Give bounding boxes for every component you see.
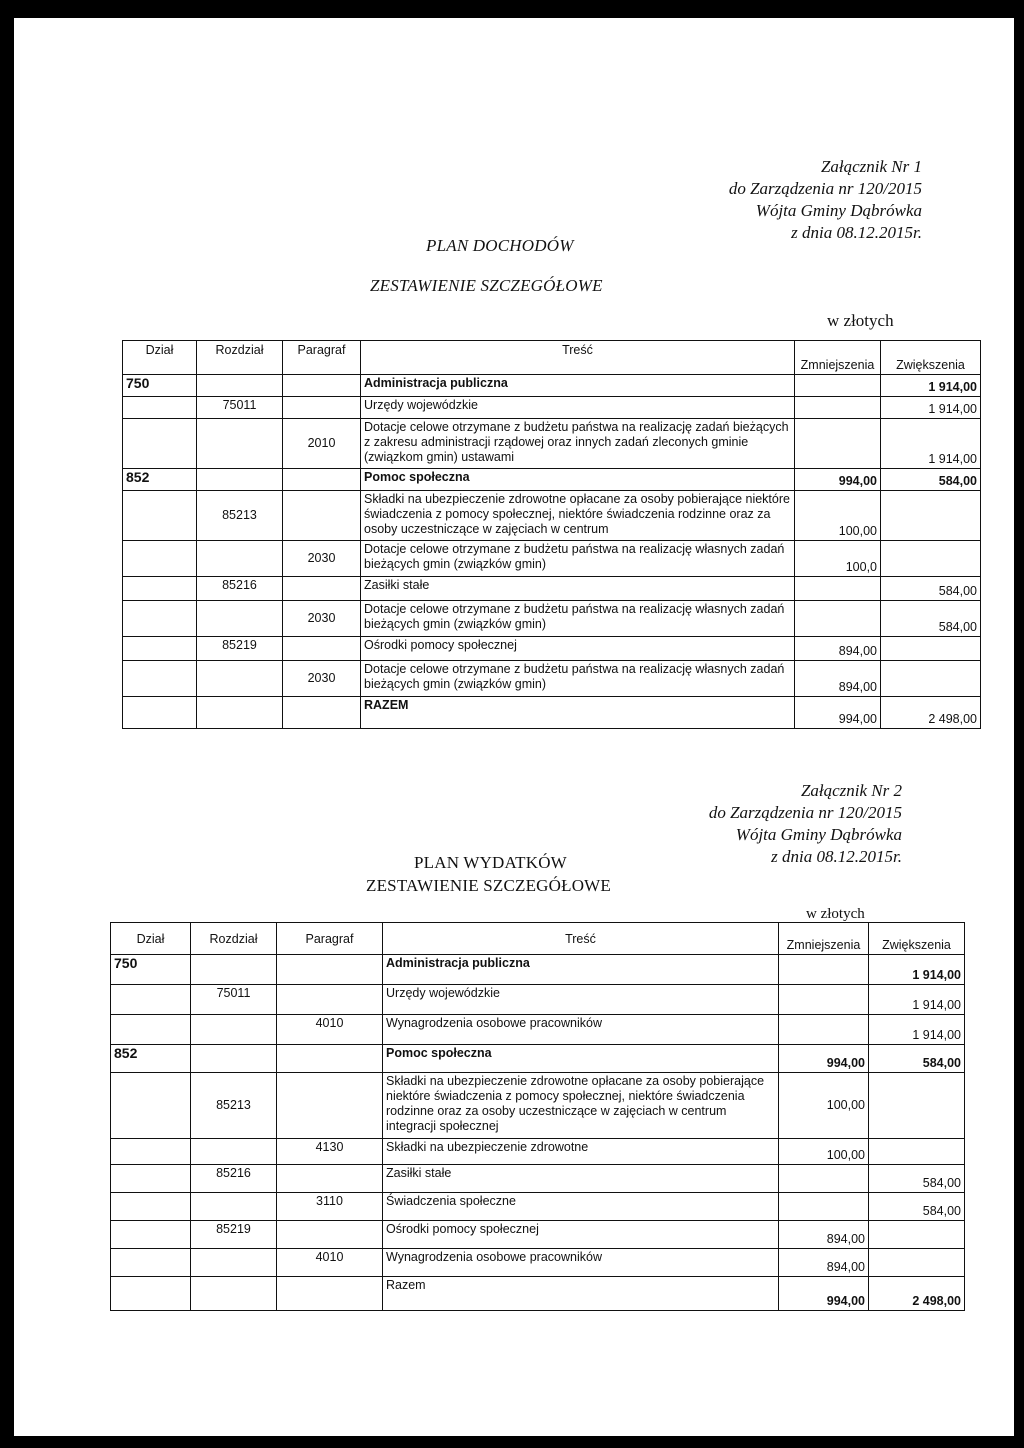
expense-table: [110, 922, 965, 1311]
table-row: [123, 637, 981, 661]
expense-col-paragraf: Paragraf: [277, 923, 383, 955]
expense-header-row: [111, 923, 965, 955]
expense-col-zmniejszenia: Zmniejszenia: [779, 923, 869, 955]
cell-zwiekszenia: 2 498,00: [869, 1277, 965, 1311]
cell-zmniejszenia: 894,00: [779, 1249, 869, 1277]
cell-paragraf: [283, 375, 361, 397]
cell-tresc: Pomoc społeczna: [383, 1045, 779, 1073]
cell-rozdzial: [191, 1139, 277, 1165]
cell-zwiekszenia: [869, 1139, 965, 1165]
table-row: [111, 1249, 965, 1277]
cell-zmniejszenia: 894,00: [779, 1221, 869, 1249]
income-header-row: [123, 341, 981, 375]
cell-rozdzial: [197, 469, 283, 491]
cell-zwiekszenia: [881, 541, 981, 577]
cell-dzial: [123, 637, 197, 661]
cell-paragraf: [277, 1073, 383, 1139]
cell-zmniejszenia: [779, 1015, 869, 1045]
table-row: [123, 397, 981, 419]
income-col-zwiekszenia: Zwiększenia: [881, 341, 981, 375]
cell-paragraf: [277, 985, 383, 1015]
cell-paragraf: [277, 1045, 383, 1073]
cell-dzial: [111, 985, 191, 1015]
expense-subtitle: ZESTAWIENIE SZCZEGÓŁOWE: [366, 876, 612, 895]
income-col-zmniejszenia: Zmniejszenia: [795, 341, 881, 375]
cell-tresc: Wynagrodzenia osobowe pracowników: [383, 1249, 779, 1277]
cell-paragraf: [283, 491, 361, 541]
cell-zmniejszenia: 894,00: [795, 661, 881, 697]
attachment-1-title: Załącznik Nr 1: [820, 157, 922, 176]
cell-zwiekszenia: 1 914,00: [881, 397, 981, 419]
cell-rozdzial: 85216: [191, 1165, 277, 1193]
attachment-2-line3: Wójta Gminy Dąbrówka: [735, 825, 902, 844]
table-row: [111, 985, 965, 1015]
cell-zwiekszenia: [881, 637, 981, 661]
cell-paragraf: 2010: [283, 419, 361, 469]
cell-dzial: 852: [111, 1045, 191, 1073]
income-col-rozdzial: Rozdział: [197, 341, 283, 375]
cell-dzial: [111, 1193, 191, 1221]
expense-unit: w złotych: [806, 906, 865, 922]
cell-tresc: Wynagrodzenia osobowe pracowników: [383, 1015, 779, 1045]
cell-zwiekszenia: 584,00: [869, 1193, 965, 1221]
table-row-total: [123, 697, 981, 729]
cell-zwiekszenia: 584,00: [869, 1045, 965, 1073]
cell-rozdzial: [197, 419, 283, 469]
cell-rozdzial: [191, 1045, 277, 1073]
expense-col-zwiekszenia: Zwiększenia: [869, 923, 965, 955]
cell-rozdzial: [197, 541, 283, 577]
cell-dzial: [123, 661, 197, 697]
cell-tresc: Urzędy wojewódzkie: [361, 397, 795, 419]
cell-zwiekszenia: 584,00: [881, 469, 981, 491]
cell-dzial: 750: [123, 375, 197, 397]
cell-rozdzial: [191, 1249, 277, 1277]
cell-zmniejszenia: 994,00: [779, 1277, 869, 1311]
cell-paragraf: 3110: [277, 1193, 383, 1221]
table-row-total: [111, 1277, 965, 1311]
income-table: [122, 340, 981, 729]
cell-zwiekszenia: 584,00: [881, 601, 981, 637]
cell-tresc: Dotacje celowe otrzymane z budżetu państwa na realizację własnych zadań bieżących gmin (związków gmin): [361, 601, 795, 637]
cell-rozdzial: [191, 955, 277, 985]
table-row: [111, 1045, 965, 1073]
cell-zmniejszenia: [779, 955, 869, 985]
expense-col-rozdzial: Rozdział: [191, 923, 277, 955]
table-row: [123, 601, 981, 637]
cell-paragraf: [283, 469, 361, 491]
cell-paragraf: [283, 637, 361, 661]
cell-paragraf: [277, 1277, 383, 1311]
income-col-tresc: Treść: [361, 341, 795, 375]
table-row: [111, 1165, 965, 1193]
cell-rozdzial: [197, 661, 283, 697]
table-row: [123, 419, 981, 469]
cell-paragraf: 4010: [277, 1015, 383, 1045]
cell-dzial: [123, 419, 197, 469]
cell-tresc: Pomoc społeczna: [361, 469, 795, 491]
cell-tresc: Składki na ubezpieczenie zdrowotne opłacane za osoby pobierające niektóre świadczenia z pomocy społecznej, niektóre świadczenia rodzinne oraz za osoby uczestniczące w zajęciach w centrum: [361, 491, 795, 541]
cell-dzial: [111, 1249, 191, 1277]
cell-zmniejszenia: 994,00: [795, 697, 881, 729]
cell-paragraf: [283, 397, 361, 419]
table-row: [111, 955, 965, 985]
cell-zmniejszenia: [795, 375, 881, 397]
cell-dzial: [111, 1139, 191, 1165]
cell-zwiekszenia: [869, 1073, 965, 1139]
cell-paragraf: [277, 1165, 383, 1193]
cell-rozdzial: 85213: [197, 491, 283, 541]
cell-zmniejszenia: 100,0: [795, 541, 881, 577]
cell-dzial: [111, 1073, 191, 1139]
cell-zmniejszenia: [795, 577, 881, 601]
cell-zmniejszenia: 100,00: [779, 1139, 869, 1165]
cell-rozdzial: 75011: [197, 397, 283, 419]
cell-paragraf: 2030: [283, 601, 361, 637]
cell-zmniejszenia: [795, 397, 881, 419]
cell-tresc: Ośrodki pomocy społecznej: [361, 637, 795, 661]
cell-tresc: Dotacje celowe otrzymane z budżetu państwa na realizację zadań bieżących z zakresu administracji rządowej oraz innych zadań zleconych gminie (związkom gmin) ustawami: [361, 419, 795, 469]
cell-tresc: Dotacje celowe otrzymane z budżetu państwa na realizację własnych zadań bieżących gmin (związków gmin): [361, 541, 795, 577]
income-col-dzial: Dział: [123, 341, 197, 375]
cell-zwiekszenia: 1 914,00: [881, 375, 981, 397]
cell-zmniejszenia: 100,00: [779, 1073, 869, 1139]
cell-paragraf: [283, 577, 361, 601]
cell-dzial: 750: [111, 955, 191, 985]
cell-rozdzial: 85219: [191, 1221, 277, 1249]
cell-zmniejszenia: 894,00: [795, 637, 881, 661]
cell-tresc: Składki na ubezpieczenie zdrowotne opłacane za osoby pobierające niektóre świadczenia z pomocy społecznej, niektóre świadczenia rodzinne oraz za osoby uczestniczące w zajęciach w centrum integracji społecznej: [383, 1073, 779, 1139]
cell-zmniejszenia: [779, 1193, 869, 1221]
cell-tresc: Ośrodki pomocy społecznej: [383, 1221, 779, 1249]
cell-zmniejszenia: 100,00: [795, 491, 881, 541]
cell-paragraf: 2030: [283, 541, 361, 577]
cell-paragraf: [283, 697, 361, 729]
table-row: [111, 1139, 965, 1165]
cell-dzial: [111, 1165, 191, 1193]
cell-tresc: Zasiłki stałe: [361, 577, 795, 601]
attachment-2-line4: z dnia 08.12.2015r.: [771, 847, 902, 866]
expense-col-tresc: Treść: [383, 923, 779, 955]
income-title: PLAN DOCHODÓW: [426, 236, 574, 255]
cell-rozdzial: [197, 697, 283, 729]
table-row: [123, 469, 981, 491]
cell-rozdzial: [191, 1193, 277, 1221]
cell-zmniejszenia: 994,00: [795, 469, 881, 491]
table-row: [123, 577, 981, 601]
cell-dzial: [111, 1221, 191, 1249]
cell-zwiekszenia: 2 498,00: [881, 697, 981, 729]
attachment-1-header: [729, 156, 922, 244]
cell-dzial: 852: [123, 469, 197, 491]
cell-dzial: [123, 601, 197, 637]
cell-zwiekszenia: [869, 1221, 965, 1249]
cell-rozdzial: [191, 1277, 277, 1311]
cell-tresc: Urzędy wojewódzkie: [383, 985, 779, 1015]
income-col-paragraf: Paragraf: [283, 341, 361, 375]
attachment-2-title: Załącznik Nr 2: [800, 781, 902, 800]
cell-paragraf: [277, 955, 383, 985]
cell-paragraf: 4010: [277, 1249, 383, 1277]
cell-zwiekszenia: 1 914,00: [869, 985, 965, 1015]
cell-zwiekszenia: [881, 491, 981, 541]
income-unit: w złotych: [827, 311, 894, 330]
attachment-1-line3: Wójta Gminy Dąbrówka: [755, 201, 922, 220]
attachment-1-line2: do Zarządzenia nr 120/2015: [728, 179, 922, 198]
cell-zwiekszenia: 1 914,00: [869, 955, 965, 985]
cell-rozdzial: 75011: [191, 985, 277, 1015]
cell-zmniejszenia: [779, 1165, 869, 1193]
cell-rozdzial: [197, 601, 283, 637]
cell-zwiekszenia: [881, 661, 981, 697]
cell-zwiekszenia: [869, 1249, 965, 1277]
cell-zmniejszenia: [795, 419, 881, 469]
cell-tresc: Dotacje celowe otrzymane z budżetu państwa na realizację własnych zadań bieżących gmin (związków gmin): [361, 661, 795, 697]
cell-paragraf: 2030: [283, 661, 361, 697]
expense-title: PLAN WYDATKÓW: [414, 853, 567, 872]
cell-dzial: [123, 697, 197, 729]
table-row: [123, 375, 981, 397]
cell-paragraf: [277, 1221, 383, 1249]
cell-tresc: Świadczenia społeczne: [383, 1193, 779, 1221]
cell-tresc: RAZEM: [361, 697, 795, 729]
table-row: [111, 1193, 965, 1221]
cell-zwiekszenia: 1 914,00: [881, 419, 981, 469]
cell-tresc: Administracja publiczna: [383, 955, 779, 985]
cell-tresc: Zasiłki stałe: [383, 1165, 779, 1193]
attachment-2-line2: do Zarządzenia nr 120/2015: [708, 803, 902, 822]
cell-rozdzial: [197, 375, 283, 397]
table-row: [123, 661, 981, 697]
cell-zmniejszenia: [795, 601, 881, 637]
cell-paragraf: 4130: [277, 1139, 383, 1165]
cell-rozdzial: 85219: [197, 637, 283, 661]
table-row: [123, 491, 981, 541]
cell-dzial: [123, 541, 197, 577]
cell-rozdzial: 85213: [191, 1073, 277, 1139]
document-page: [14, 18, 1014, 1436]
cell-dzial: [111, 1277, 191, 1311]
expense-col-dzial: Dział: [111, 923, 191, 955]
attachment-2-header: [709, 780, 902, 868]
table-row: [111, 1073, 965, 1139]
table-row: [111, 1221, 965, 1249]
table-row: [123, 541, 981, 577]
cell-zwiekszenia: 584,00: [881, 577, 981, 601]
cell-dzial: [123, 577, 197, 601]
attachment-1-line4: z dnia 08.12.2015r.: [791, 223, 922, 242]
cell-zwiekszenia: 584,00: [869, 1165, 965, 1193]
cell-rozdzial: 85216: [197, 577, 283, 601]
income-subtitle: ZESTAWIENIE SZCZEGÓŁOWE: [370, 276, 603, 295]
cell-tresc: Składki na ubezpieczenie zdrowotne: [383, 1139, 779, 1165]
cell-zwiekszenia: 1 914,00: [869, 1015, 965, 1045]
cell-dzial: [123, 491, 197, 541]
cell-dzial: [123, 397, 197, 419]
cell-dzial: [111, 1015, 191, 1045]
cell-tresc: Administracja publiczna: [361, 375, 795, 397]
cell-zmniejszenia: 994,00: [779, 1045, 869, 1073]
cell-rozdzial: [191, 1015, 277, 1045]
table-row: [111, 1015, 965, 1045]
cell-tresc: Razem: [383, 1277, 779, 1311]
cell-zmniejszenia: [779, 985, 869, 1015]
